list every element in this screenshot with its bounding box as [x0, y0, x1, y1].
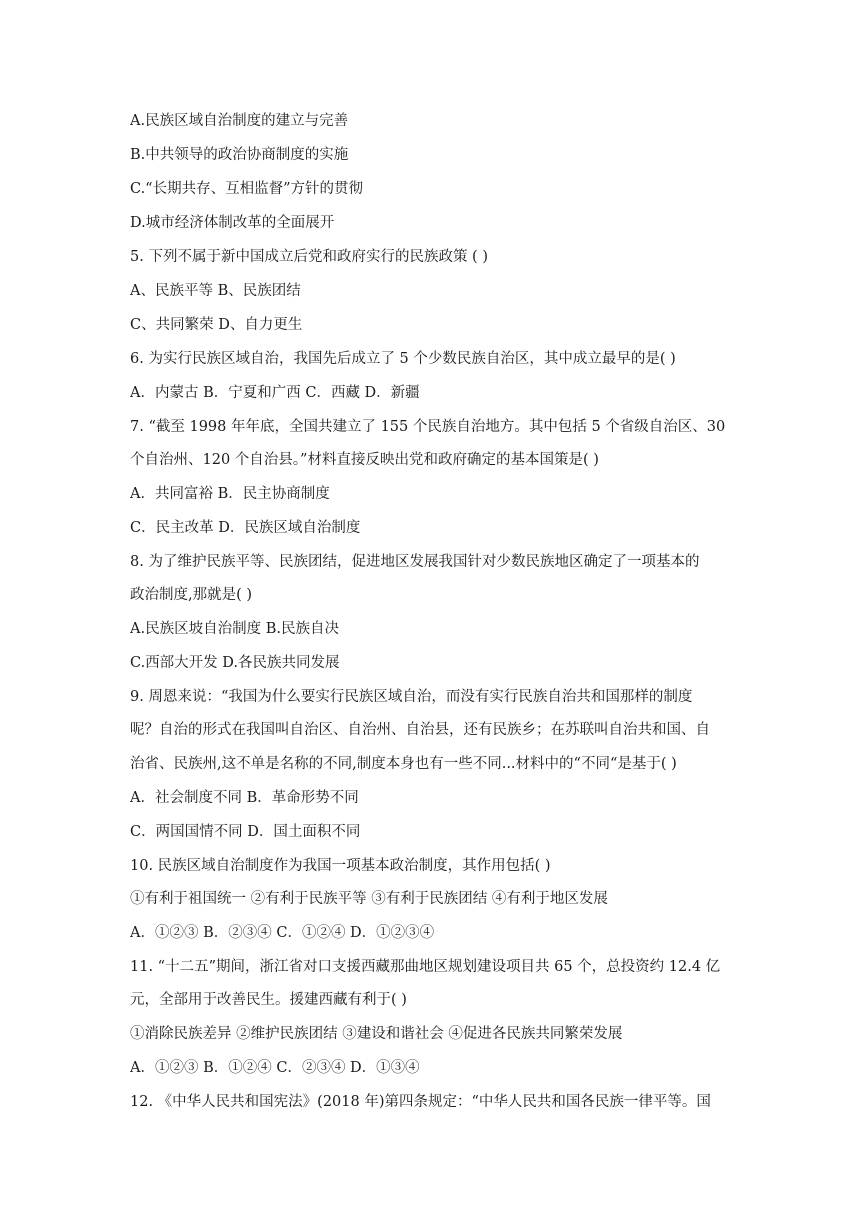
options-7-row2: C．民主改革 D．民族区域自治制度 — [130, 520, 361, 536]
statements-11: ①消除民族差异 ②维护民族团结 ③建设和谐社会 ④促进各民族共同繁荣发展 — [130, 1026, 623, 1042]
options-6: A．内蒙古 B．宁夏和广西 C．西藏 D．新疆 — [130, 385, 420, 401]
question-8-line1: 8. 为了维护民族平等、民族团结，促进地区发展我国针对少数民族地区确定了一项基本的 — [130, 554, 700, 570]
statements-10: ①有利于祖国统一 ②有利于民族平等 ③有利于民族团结 ④有利于地区发展 — [130, 891, 608, 907]
options-7-row1: A．共同富裕 B．民主协商制度 — [130, 486, 330, 502]
question-6: 6. 为实行民族区域自治，我国先后成立了 5 个少数民族自治区，其中成立最早的是( ) — [130, 351, 676, 367]
options-5-row2: C、共同繁荣 D、自力更生 — [130, 317, 303, 333]
question-12-line1: 12. 《中华人民共和国宪法》(2018 年)第四条规定：“中华人民共和国各民族一律平等。国 — [130, 1094, 711, 1110]
question-11-line2: 元，全部用于改善民生。援建西藏有利于( ) — [130, 992, 407, 1008]
question-7-line1: 7. “截至 1998 年年底，全国共建立了 155 个民族自治地方。其中包括 5 个省级自治区、30 — [130, 419, 726, 435]
option-4a: A.民族区域自治制度的建立与完善 — [130, 113, 349, 129]
question-5: 5. 下列不属于新中国成立后党和政府实行的民族政策 ( ) — [130, 249, 488, 265]
question-9-line3: 治省、民族州,这不单是名称的不同,制度本身也有一些不同...材料中的“不同“是基于( ) — [130, 756, 677, 772]
options-5-row1: A、民族平等 B、民族团结 — [130, 283, 301, 299]
options-8-row2: C.西部大开发 D.各民族共同发展 — [130, 655, 340, 671]
options-10: A．①②③ B．②③④ C．①②④ D．①②③④ — [130, 925, 435, 941]
question-9-line1: 9. 周恩来说：“我国为什么要实行民族区域自治，而没有实行民族自治共和国那样的制度 — [130, 689, 693, 705]
option-4c: C.“长期共存、互相监督”方针的贯彻 — [130, 181, 364, 197]
options-11: A．①②③ B．①②④ C．②③④ D．①③④ — [130, 1060, 420, 1076]
option-4d: D.城市经济体制改革的全面展开 — [130, 215, 335, 231]
question-8-line2: 政治制度,那就是( ) — [130, 587, 253, 603]
option-4b: B.中共领导的政治协商制度的实施 — [130, 147, 349, 163]
question-10: 10. 民族区域自治制度作为我国一项基本政治制度，其作用包括( ) — [130, 858, 551, 874]
options-9-row2: C．两国国情不同 D．国土面积不同 — [130, 824, 361, 840]
options-8-row1: A.民族区坡自治制度 B.民族自决 — [130, 621, 339, 637]
question-7-line2: 个自治州、120 个自治县。”材料直接反映出党和政府确定的基本国策是( ) — [130, 452, 599, 468]
options-9-row1: A．社会制度不同 B．革命形势不同 — [130, 790, 359, 806]
question-11-line1: 11. “十二五”期间，浙江省对口支援西藏那曲地区规划建设项目共 65 个，总投资约 12.4 亿 — [130, 959, 721, 975]
question-9-line2: 呢？自治的形式在我国叫自治区、自治州、自治县，还有民族乡；在苏联叫自治共和国、自 — [130, 722, 710, 738]
